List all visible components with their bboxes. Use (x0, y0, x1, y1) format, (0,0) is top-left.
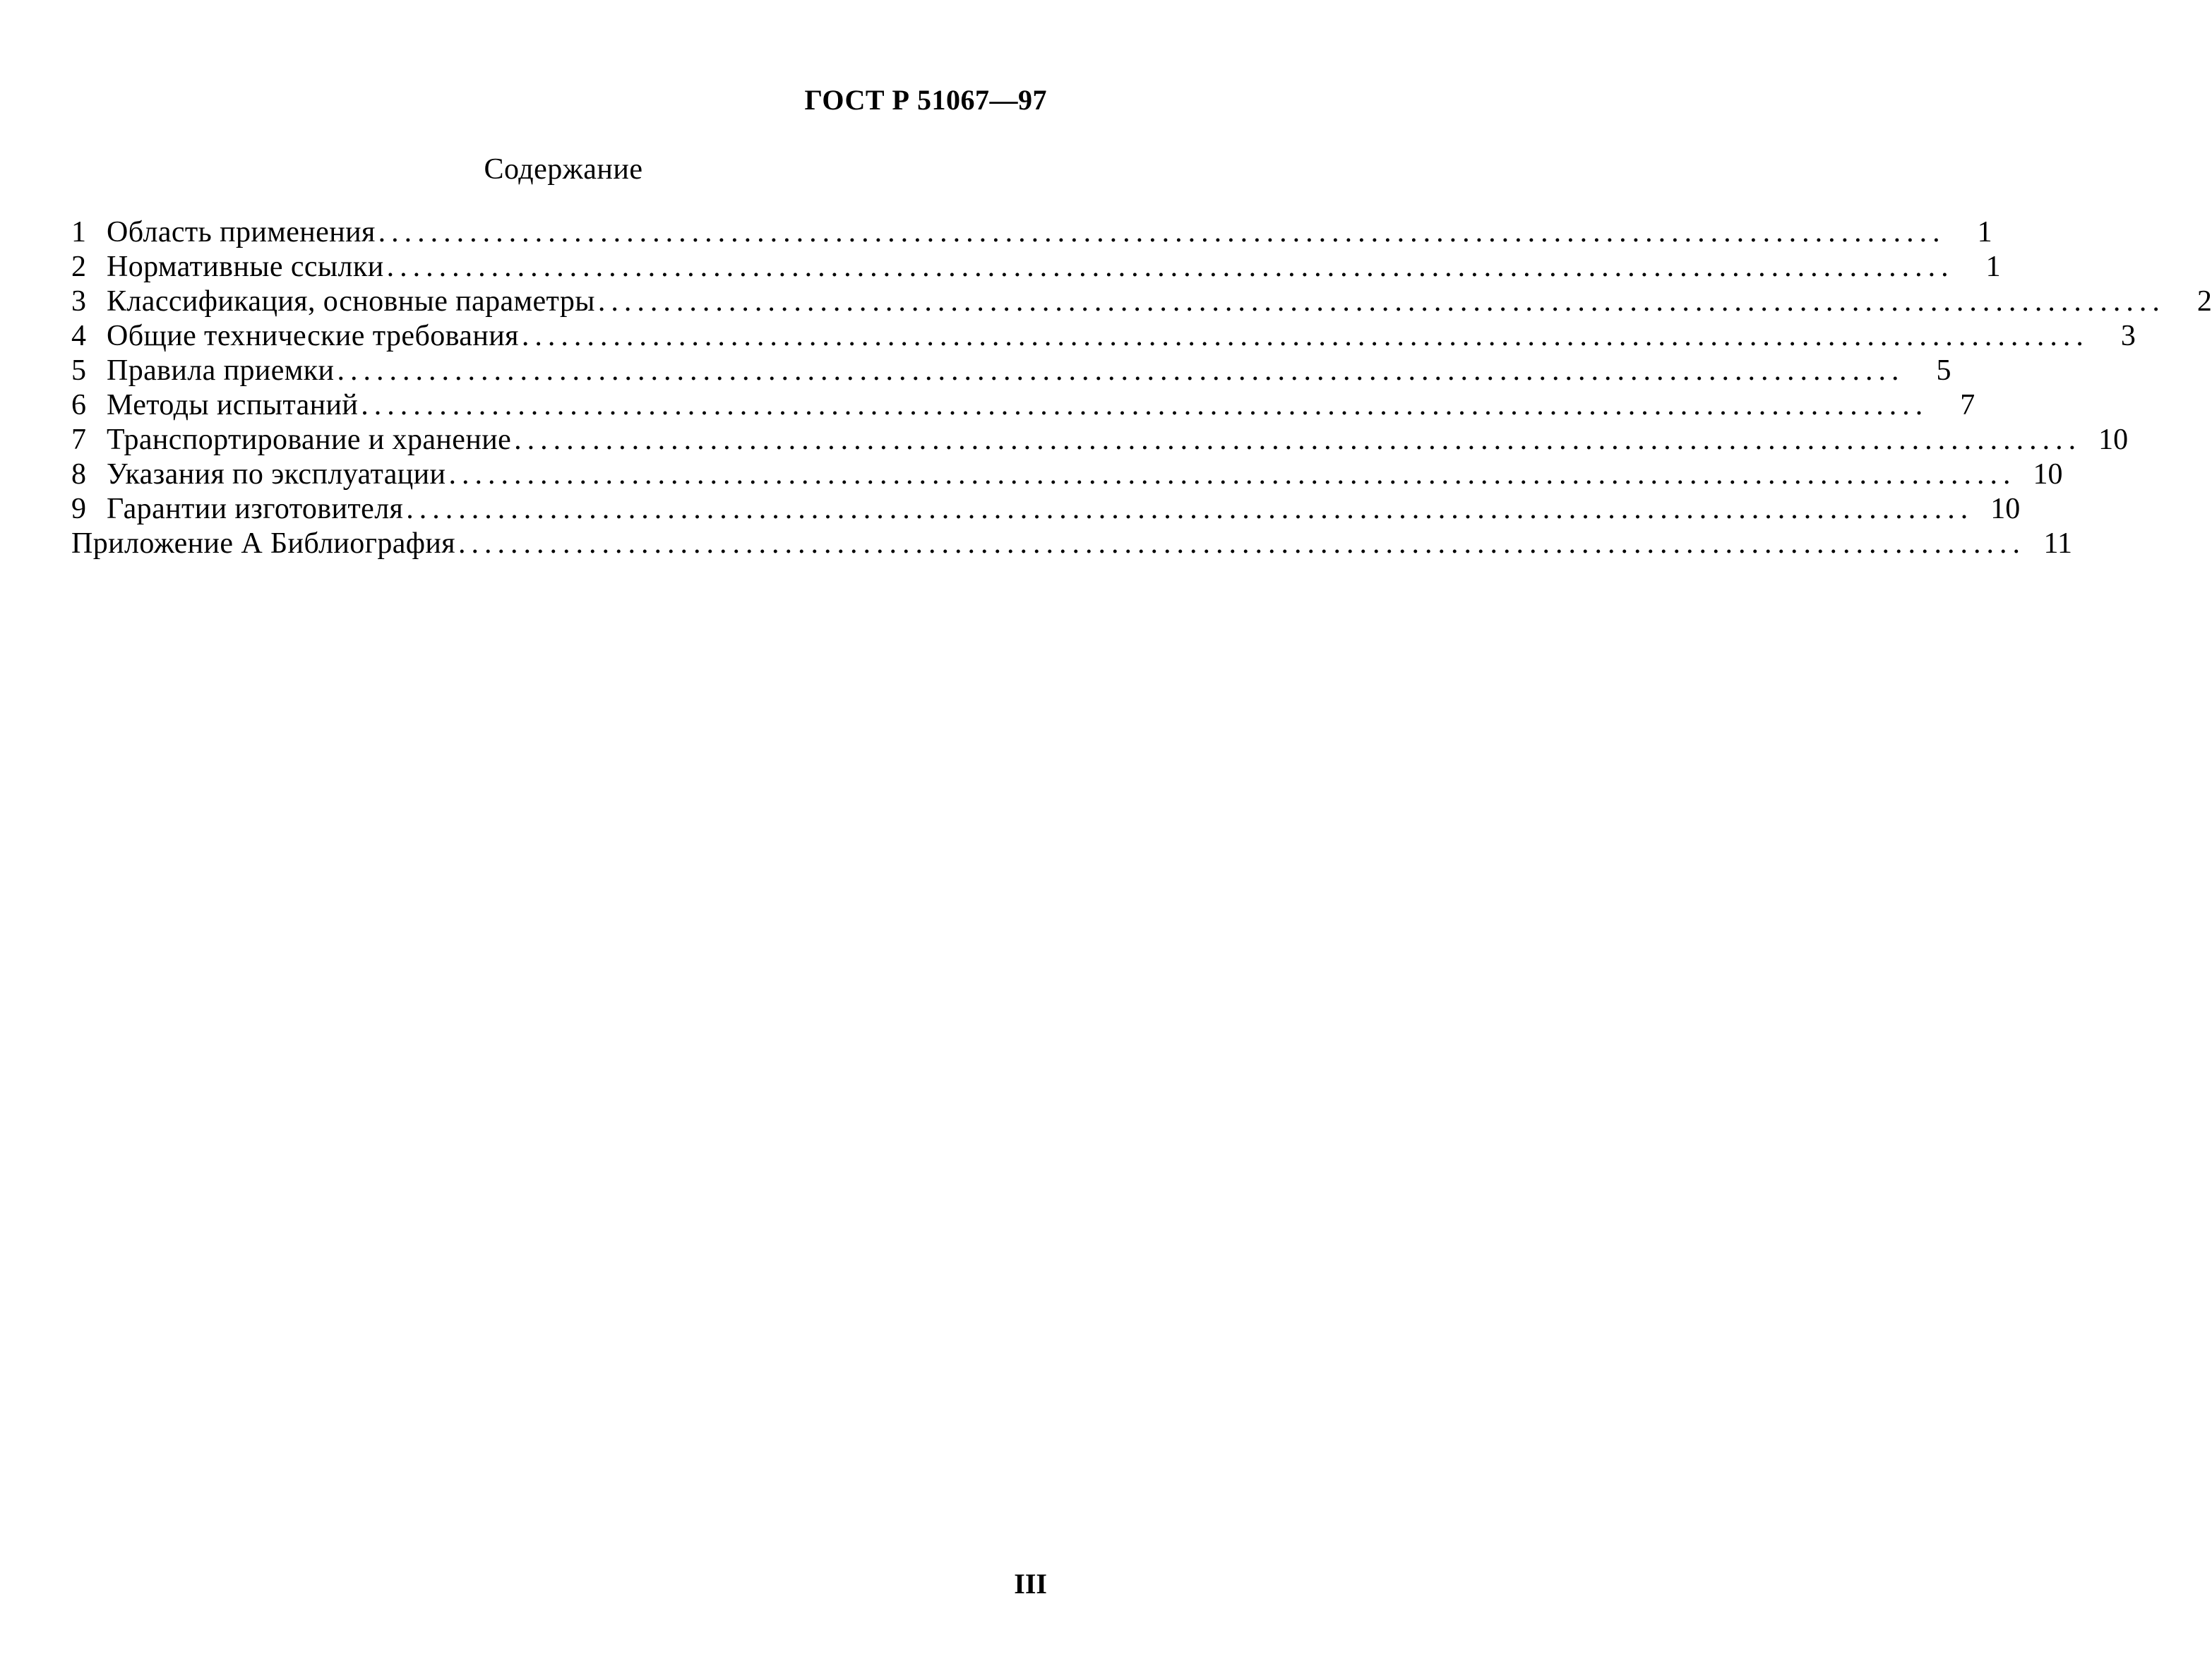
toc-entry-number: 3 (71, 285, 86, 318)
toc-entry-label: Транспортирование и хранение (107, 424, 512, 456)
toc-entry-number: 2 (71, 251, 86, 283)
toc-entry-number: 4 (71, 320, 86, 352)
toc-entry-number: 8 (71, 458, 86, 491)
toc-entry-page: 2 (2196, 285, 2212, 318)
toc-dot-leader: ........................................................................................................................ (361, 389, 1929, 421)
document-code: ГОСТ Р 51067—97 (804, 84, 1047, 116)
toc-entry[interactable] (71, 423, 2129, 457)
toc-entry-page: 10 (2033, 458, 2063, 491)
toc-dot-leader: ........................................................................................................................ (521, 320, 2089, 352)
toc-entry-number: 6 (71, 389, 86, 421)
page-number: III (1014, 1568, 1047, 1600)
toc-dot-leader: ........................................................................................................................ (386, 251, 1954, 283)
toc-entry-page: 10 (1990, 493, 2021, 525)
toc-entry[interactable] (71, 457, 2063, 492)
toc-entry-page: 10 (2098, 424, 2129, 456)
toc-entry-number: 5 (71, 354, 86, 387)
toc-entry-number: 1 (71, 216, 86, 248)
table-of-contents (71, 215, 2212, 561)
toc-entry-label: Область применения (107, 216, 376, 248)
toc-entry-number: 7 (71, 424, 86, 456)
toc-entry[interactable] (71, 250, 2001, 284)
toc-dot-leader: ........................................................................................................................ (448, 458, 2016, 491)
toc-entry-appendix[interactable] (71, 527, 2072, 561)
toc-dot-leader: ........................................................................................................................ (378, 216, 1946, 248)
toc-title: Содержание (484, 153, 643, 186)
toc-entry[interactable] (71, 492, 2021, 527)
toc-entry[interactable] (71, 319, 2136, 354)
toc-entry-label: Методы испытаний (107, 389, 359, 421)
toc-entry-page: 7 (1960, 389, 1975, 421)
toc-entry-label: Приложение А Библиография (71, 527, 455, 560)
toc-dot-leader: ........................................................................................................................ (406, 493, 1974, 525)
toc-entry[interactable] (71, 354, 1951, 388)
toc-entry-label: Общие технические требования (107, 320, 519, 352)
toc-entry-label: Классификация, основные параметры (107, 285, 595, 318)
toc-entry[interactable] (71, 215, 1992, 250)
toc-entry[interactable] (71, 284, 2212, 319)
toc-entry-label: Нормативные ссылки (107, 251, 384, 283)
toc-dot-leader: ........................................................................................................................ (514, 424, 2082, 456)
toc-entry-label: Указания по эксплуатации (107, 458, 446, 491)
toc-entry[interactable] (71, 388, 1975, 423)
toc-entry-page: 1 (1977, 216, 1992, 248)
toc-dot-leader: ........................................................................................................................ (337, 354, 1905, 387)
toc-entry-label: Гарантии изготовителя (107, 493, 404, 525)
toc-entry-page: 11 (2043, 527, 2072, 560)
toc-entry-page: 5 (1936, 354, 1951, 387)
toc-entry-page: 3 (2120, 320, 2136, 352)
toc-dot-leader: ........................................................................................................................ (597, 285, 2165, 318)
toc-entry-label: Правила приемки (107, 354, 335, 387)
toc-entry-number: 9 (71, 493, 86, 525)
toc-dot-leader: ........................................................................................................................ (458, 527, 2026, 560)
toc-entry-page: 1 (1985, 251, 2001, 283)
